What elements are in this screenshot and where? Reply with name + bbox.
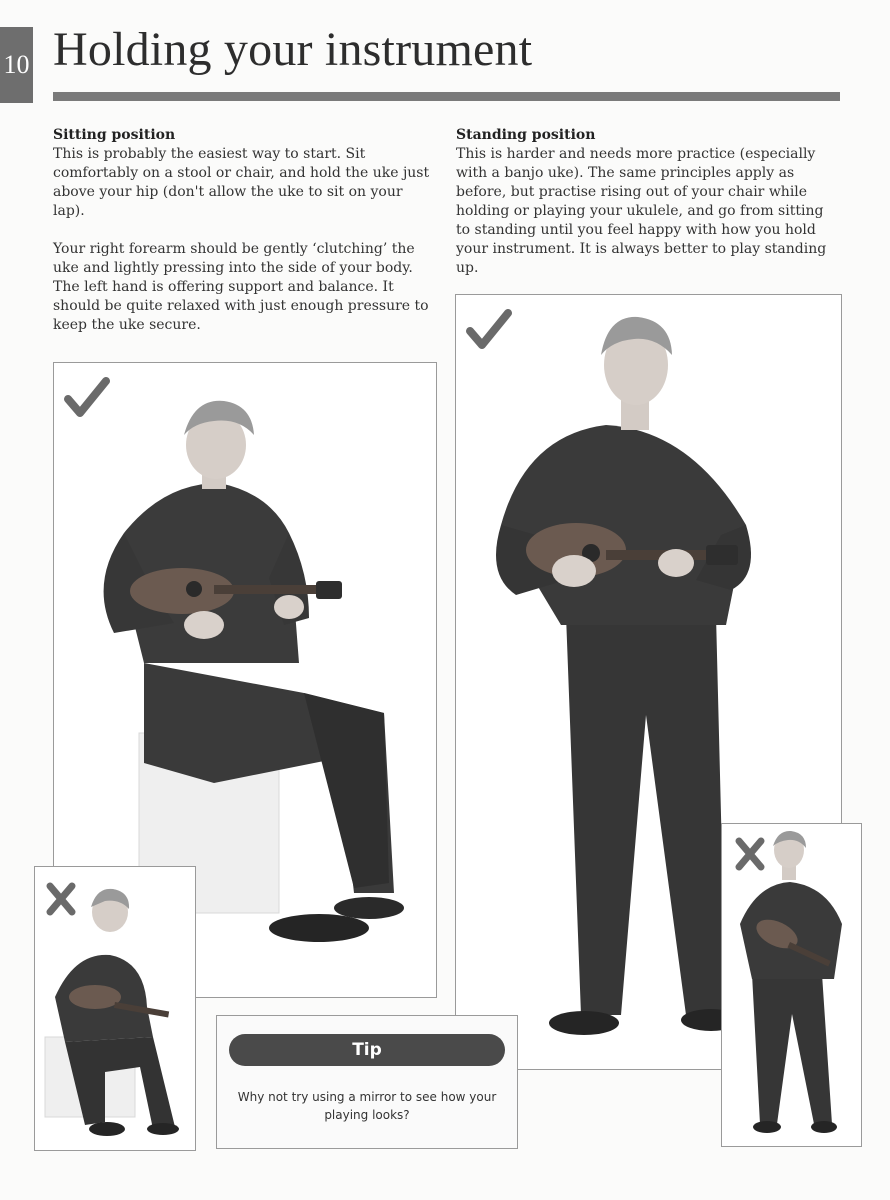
standing-wrong-photo bbox=[721, 823, 862, 1147]
sitting-paragraph-1: This is probably the easiest way to start. Sit comfortably on a stool or chair, and hold the uke just above your hip (don't allow the uke to sit on your lap). bbox=[53, 146, 430, 219]
sitting-paragraph-2: Your right forearm should be gently ‘clutching’ the uke and lightly pressing into the side of your body. The left hand is offering support and balance. It should be quite relaxed with just enough pressure to keep the uke secure. bbox=[53, 241, 429, 333]
sitting-section bbox=[53, 126, 433, 335]
standing-section bbox=[456, 126, 841, 278]
sitting-wrong-photo bbox=[34, 866, 196, 1151]
sitting-heading: Sitting position bbox=[53, 127, 176, 143]
tip-box bbox=[216, 1015, 518, 1149]
standing-heading: Standing position bbox=[456, 127, 596, 143]
page-title: Holding your instrument bbox=[53, 23, 533, 76]
title-rule bbox=[53, 92, 840, 101]
standing-player-wrong-illustration bbox=[722, 824, 861, 1146]
tip-label: Tip bbox=[229, 1034, 505, 1066]
page-number: 10 bbox=[0, 27, 33, 103]
standing-paragraph-1: This is harder and needs more practice (especially with a banjo uke). The same principles apply as before, but practise rising out of your chair while holding or playing your ukulele, and go from sitting to standing until you feel happy with how you hold your instrument. It is always better to play standing up. bbox=[456, 146, 827, 276]
tip-text: Why not try using a mirror to see how your playing looks? bbox=[237, 1090, 497, 1122]
